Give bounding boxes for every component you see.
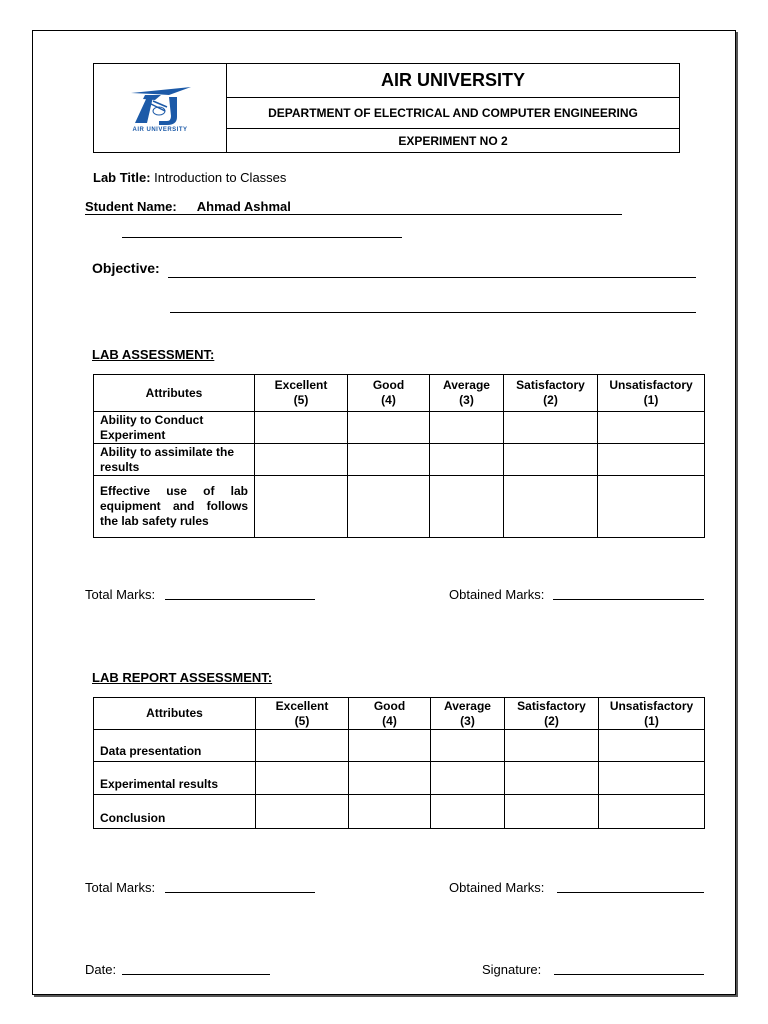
- score-cell[interactable]: [598, 444, 705, 476]
- score-cell[interactable]: [599, 730, 705, 762]
- attribute-cell: Effective use of lab equipment and follows the lab safety rules: [94, 476, 255, 538]
- column-header: Good (4): [349, 698, 431, 730]
- attribute-cell: Conclusion: [94, 795, 256, 829]
- column-header: Satisfactory (2): [504, 375, 598, 412]
- attribute-cell: Ability to assimilate the results: [94, 444, 255, 476]
- lab-assessment-table: [93, 374, 705, 538]
- score-cell[interactable]: [256, 762, 349, 795]
- table-row: [94, 444, 705, 476]
- column-header: Satisfactory (2): [505, 698, 599, 730]
- column-header: Excellent (5): [255, 375, 348, 412]
- score-cell[interactable]: [256, 730, 349, 762]
- document-header: [93, 63, 680, 153]
- report-assessment-table: [93, 697, 705, 829]
- student-name: [85, 199, 291, 214]
- obtained-marks-field-2[interactable]: [557, 892, 704, 893]
- student-name-underline: [85, 214, 622, 215]
- attribute-cell: Data presentation: [94, 730, 256, 762]
- column-header: Excellent (5): [256, 698, 349, 730]
- score-cell[interactable]: [505, 762, 599, 795]
- lab-title: [93, 170, 286, 185]
- total-marks-label-2: Total Marks:: [85, 880, 156, 895]
- table-row: [94, 730, 705, 762]
- objective-line-2[interactable]: [170, 312, 696, 313]
- logo-emblem-icon: [125, 83, 195, 129]
- report-assessment-heading: LAB REPORT ASSESSMENT:: [92, 670, 273, 685]
- lab-assessment-heading: LAB ASSESSMENT:: [92, 347, 215, 362]
- lab-title-value: Introduction to Classes: [154, 170, 287, 185]
- score-cell[interactable]: [255, 412, 348, 444]
- score-cell[interactable]: [349, 762, 431, 795]
- score-cell[interactable]: [348, 412, 430, 444]
- score-cell[interactable]: [505, 795, 599, 829]
- score-cell[interactable]: [255, 476, 348, 538]
- score-cell[interactable]: [504, 476, 598, 538]
- objective-label: Objective:: [92, 260, 160, 276]
- table-row: [94, 412, 705, 444]
- score-cell[interactable]: [430, 444, 504, 476]
- table-row: [94, 762, 705, 795]
- score-cell[interactable]: [505, 730, 599, 762]
- score-cell[interactable]: [598, 412, 705, 444]
- date-field[interactable]: [122, 974, 270, 975]
- score-cell[interactable]: [348, 476, 430, 538]
- student-name-label: Student Name:: [85, 199, 177, 214]
- signature-label: Signature:: [482, 962, 542, 977]
- table-row: [94, 476, 705, 538]
- objective-line-1[interactable]: [168, 277, 696, 278]
- score-cell[interactable]: [504, 412, 598, 444]
- university-logo: [94, 64, 227, 152]
- total-marks-label-1: Total Marks:: [85, 587, 156, 602]
- score-cell[interactable]: [599, 795, 705, 829]
- attribute-cell: Experimental results: [94, 762, 256, 795]
- attribute-cell: Ability to Conduct Experiment: [94, 412, 255, 444]
- score-cell[interactable]: [256, 795, 349, 829]
- student-name-value[interactable]: Ahmad Ashmal: [196, 199, 291, 214]
- column-header: Average (3): [431, 698, 505, 730]
- obtained-marks-label-1: Obtained Marks:: [449, 587, 545, 602]
- score-cell[interactable]: [430, 476, 504, 538]
- column-header: Unsatisfactory (1): [599, 698, 705, 730]
- score-cell[interactable]: [599, 762, 705, 795]
- table-header-row: [94, 375, 705, 412]
- obtained-marks-label-2: Obtained Marks:: [449, 880, 545, 895]
- column-header: Attributes: [94, 698, 256, 730]
- column-header: Unsatisfactory (1): [598, 375, 705, 412]
- header-titles: [227, 64, 679, 152]
- total-marks-field-2[interactable]: [165, 892, 315, 893]
- score-cell[interactable]: [431, 730, 505, 762]
- table-row: [94, 795, 705, 829]
- score-cell[interactable]: [349, 795, 431, 829]
- signature-field[interactable]: [554, 974, 704, 975]
- column-header: Average (3): [430, 375, 504, 412]
- column-header: Good (4): [348, 375, 430, 412]
- obtained-marks-field-1[interactable]: [553, 599, 704, 600]
- university-name: AIR UNIVERSITY: [227, 64, 679, 98]
- total-marks-field-1[interactable]: [165, 599, 315, 600]
- logo-text: AIR UNIVERSITY: [132, 127, 188, 133]
- lab-title-label: Lab Title:: [93, 170, 151, 185]
- student-name-line-2: [122, 237, 402, 238]
- table-header-row: [94, 698, 705, 730]
- score-cell[interactable]: [504, 444, 598, 476]
- column-header: Attributes: [94, 375, 255, 412]
- score-cell[interactable]: [255, 444, 348, 476]
- score-cell[interactable]: [348, 444, 430, 476]
- score-cell[interactable]: [431, 762, 505, 795]
- score-cell[interactable]: [431, 795, 505, 829]
- score-cell[interactable]: [430, 412, 504, 444]
- date-label: Date:: [85, 962, 117, 977]
- score-cell[interactable]: [349, 730, 431, 762]
- experiment-number: EXPERIMENT NO 2: [398, 133, 508, 148]
- score-cell[interactable]: [598, 476, 705, 538]
- department-name: DEPARTMENT OF ELECTRICAL AND COMPUTER ENGINEERING: [227, 98, 679, 129]
